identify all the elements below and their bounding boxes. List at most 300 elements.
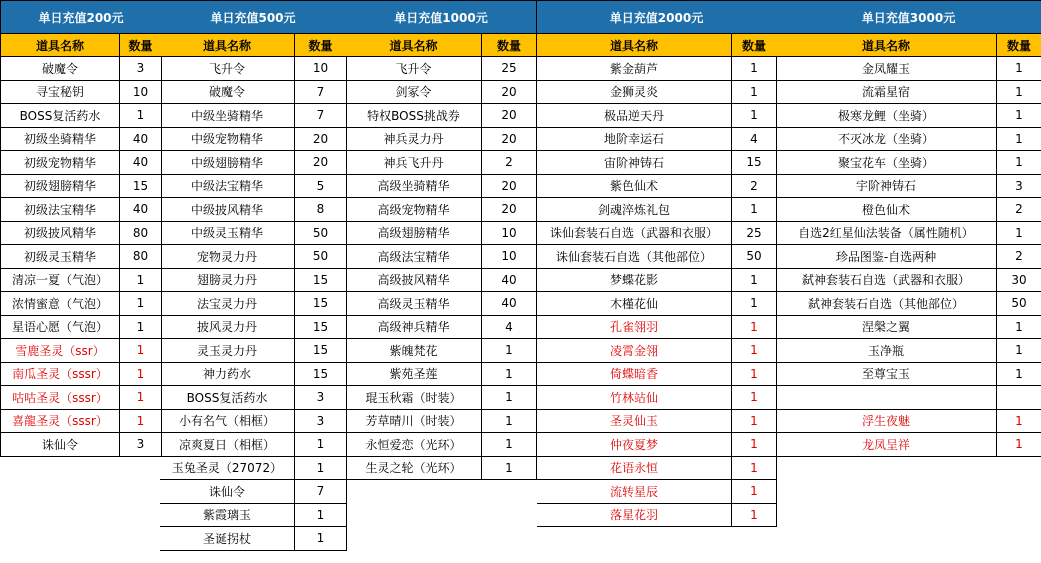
item-name: 地阶幸运石 <box>537 128 732 151</box>
item-name: 浓情蜜意（气泡） <box>1 292 120 315</box>
item-name: 飞升令 <box>160 57 295 80</box>
item-name: 高级披风精华 <box>346 269 482 292</box>
item-quantity: 1 <box>750 343 758 358</box>
item-name: 中级宠物精华 <box>160 128 295 151</box>
item-quantity: 15 <box>312 343 329 358</box>
item-name: 高级宠物精华 <box>346 198 482 221</box>
item-quantity: 1 <box>316 460 325 475</box>
item-name: 清凉一夏（气泡） <box>1 269 120 292</box>
table-row <box>160 245 346 269</box>
item-quantity: 1 <box>750 413 758 428</box>
table-row <box>160 269 346 293</box>
item-name: 圣灵仙玉 <box>537 410 732 433</box>
table-row <box>1 175 161 199</box>
table-row <box>1 128 161 152</box>
item-name: 宙阶神铸石 <box>537 151 732 174</box>
item-quantity: 1 <box>316 507 325 522</box>
item-name: 金狮灵炎 <box>537 81 732 104</box>
item-name: 玉净瓶 <box>776 339 997 362</box>
item-name: 神兵灵力丹 <box>346 128 482 151</box>
item-quantity: 40 <box>501 272 517 287</box>
item-name: 初级披风精华 <box>1 222 120 245</box>
item-name: 初级翅膀精华 <box>1 175 120 198</box>
item-name: 初级法宝精华 <box>1 198 120 221</box>
item-name: 初级坐骑精华 <box>1 128 120 151</box>
item-quantity: 10 <box>501 225 517 240</box>
item-name: 诛仙套装石自选（武器和衣服） <box>537 222 732 245</box>
item-quantity: 1 <box>505 437 513 452</box>
item-quantity: 1 <box>1015 84 1023 99</box>
table-row <box>346 457 536 481</box>
item-quantity: 30 <box>1011 272 1027 287</box>
column-header-row <box>346 34 536 57</box>
table-row <box>776 363 1041 387</box>
table-row <box>537 386 776 410</box>
table-row <box>776 104 1041 128</box>
item-quantity: 1 <box>750 296 758 311</box>
item-name: 中级披风精华 <box>160 198 295 221</box>
table-row <box>776 316 1041 340</box>
table-row <box>537 175 776 199</box>
item-quantity: 15 <box>132 178 149 193</box>
item-name: 玉兔圣灵（27072） <box>160 457 295 480</box>
item-name: 喜龍圣灵（sssr） <box>1 410 120 433</box>
quantity-header: 数量 <box>128 38 153 53</box>
table-row <box>537 57 776 81</box>
item-name: 破魔令 <box>160 81 295 104</box>
table-row <box>346 104 536 128</box>
table-row <box>346 269 536 293</box>
item-quantity: 2 <box>750 178 758 193</box>
item-quantity: 1 <box>505 366 513 381</box>
item-quantity: 1 <box>1015 319 1023 334</box>
item-quantity: 10 <box>312 61 329 76</box>
item-name: 高级坐骑精华 <box>346 175 482 198</box>
item-quantity: 1 <box>750 84 758 99</box>
item-quantity: 7 <box>316 84 325 99</box>
item-name: 初级灵玉精华 <box>1 245 120 268</box>
item-quantity: 1 <box>505 390 513 405</box>
table-row <box>1 410 161 434</box>
item-name: 至尊宝玉 <box>776 363 997 386</box>
item-quantity: 1 <box>316 531 325 546</box>
group-title: 单日充值500元 <box>160 0 346 34</box>
item-name: 灵玉灵力丹 <box>160 339 295 362</box>
item-name: 橙色仙术 <box>776 198 997 221</box>
table-row <box>1 81 161 105</box>
item-quantity: 4 <box>750 131 758 146</box>
item-name: 星语心愿（气泡） <box>1 316 120 339</box>
item-quantity: 15 <box>312 296 329 311</box>
item-quantity: 1 <box>750 484 758 499</box>
table-row <box>346 386 536 410</box>
item-quantity: 2 <box>1015 249 1023 264</box>
item-name: 仲夜夏梦 <box>537 433 732 456</box>
item-quantity: 5 <box>316 178 325 193</box>
table-row <box>1 363 161 387</box>
item-name: 宇阶神铸石 <box>776 175 997 198</box>
table-row <box>776 386 1041 410</box>
item-name: 法宝灵力丹 <box>160 292 295 315</box>
item-quantity: 1 <box>136 390 145 405</box>
item-quantity: 80 <box>132 249 149 264</box>
table-row <box>346 81 536 105</box>
item-quantity: 3 <box>136 61 145 76</box>
item-quantity: 7 <box>316 484 325 499</box>
item-quantity: 1 <box>136 272 145 287</box>
item-name: 流转星辰 <box>537 480 732 503</box>
item-quantity: 50 <box>312 249 329 264</box>
table-row <box>1 316 161 340</box>
item-quantity: 20 <box>312 131 329 146</box>
item-quantity: 1 <box>1015 61 1023 76</box>
table-row <box>537 504 776 528</box>
item-quantity: 20 <box>501 131 517 146</box>
column-header-row <box>537 34 776 57</box>
table-row <box>537 104 776 128</box>
table-row <box>160 339 346 363</box>
table-row <box>537 81 776 105</box>
table-row <box>1 151 161 175</box>
table-row <box>160 57 346 81</box>
group-title: 单日充值3000元 <box>776 0 1041 34</box>
table-row <box>537 222 776 246</box>
item-quantity: 20 <box>312 155 329 170</box>
item-name: 不灭冰龙（坐骑） <box>776 128 997 151</box>
table-row <box>1 269 161 293</box>
item-quantity: 1 <box>136 319 145 334</box>
table-row <box>160 480 346 504</box>
item-quantity: 3 <box>316 390 325 405</box>
table-row <box>1 198 161 222</box>
table-row <box>1 433 161 457</box>
table-row <box>1 57 161 81</box>
item-quantity: 1 <box>750 437 758 452</box>
table-row <box>160 222 346 246</box>
item-name: 竹林站仙 <box>537 386 732 409</box>
item-quantity: 1 <box>136 108 145 123</box>
item-quantity: 25 <box>746 225 762 240</box>
item-name: 涅槃之翼 <box>776 316 997 339</box>
table-row <box>346 198 536 222</box>
table-row <box>537 457 776 481</box>
item-quantity: 4 <box>505 319 513 334</box>
item-name: 初级宠物精华 <box>1 151 120 174</box>
item-name: 紫苑圣莲 <box>346 363 482 386</box>
item-name: 南瓜圣灵（sssr） <box>1 363 120 386</box>
table-row <box>776 339 1041 363</box>
item-name: 剑冢令 <box>346 81 482 104</box>
table-row <box>160 128 346 152</box>
table-row <box>160 175 346 199</box>
quantity-header: 数量 <box>496 38 521 53</box>
item-quantity: 2 <box>505 155 513 170</box>
table-row <box>1 245 161 269</box>
item-name: 永恒爱恋（光环） <box>346 433 482 456</box>
item-quantity: 1 <box>1015 131 1023 146</box>
item-quantity: 1 <box>136 343 145 358</box>
table-row <box>537 245 776 269</box>
item-name-header: 道具名称 <box>776 34 997 56</box>
table-row <box>160 198 346 222</box>
table-row <box>776 175 1041 199</box>
table-row <box>776 245 1041 269</box>
item-quantity: 50 <box>1011 296 1027 311</box>
table-row <box>776 292 1041 316</box>
table-row <box>776 198 1041 222</box>
item-name: 高级法宝精华 <box>346 245 482 268</box>
item-name: 小有名气（相框） <box>160 410 295 433</box>
table-row <box>537 410 776 434</box>
item-name: 凌霄金翎 <box>537 339 732 362</box>
item-name: 浮生夜魅 <box>776 410 997 433</box>
column-header-row <box>1 34 161 57</box>
item-name: BOSS复活药水 <box>160 386 295 409</box>
table-row <box>160 433 346 457</box>
table-row <box>346 433 536 457</box>
item-name: 生灵之轮（光环） <box>346 457 482 480</box>
table-row <box>346 57 536 81</box>
item-name: 紫霞璃玉 <box>160 504 295 527</box>
item-name: 圣诞拐杖 <box>160 527 295 550</box>
table-row <box>346 128 536 152</box>
table-row <box>776 151 1041 175</box>
item-name: 中级翅膀精华 <box>160 151 295 174</box>
item-name: 高级神兵精华 <box>346 316 482 339</box>
table-row <box>1 292 161 316</box>
table-row <box>160 504 346 528</box>
item-name: 宠物灵力丹 <box>160 245 295 268</box>
item-name: 诛仙令 <box>160 480 295 503</box>
item-quantity: 40 <box>132 131 149 146</box>
item-name: 倚蝶暗香 <box>537 363 732 386</box>
item-quantity: 3 <box>1015 178 1023 193</box>
item-quantity: 1 <box>750 460 758 475</box>
item-quantity: 1 <box>1015 413 1023 428</box>
table-row <box>346 316 536 340</box>
item-quantity <box>997 386 1041 409</box>
item-name-header: 道具名称 <box>160 34 295 56</box>
item-name: 木槿花仙 <box>537 292 732 315</box>
item-quantity: 1 <box>136 413 145 428</box>
item-name: 高级灵玉精华 <box>346 292 482 315</box>
column-header-row <box>160 34 346 57</box>
table-row <box>537 151 776 175</box>
item-name: 流霜星宿 <box>776 81 997 104</box>
item-name: 紫魄梵花 <box>346 339 482 362</box>
item-name: 咕咕圣灵（sssr） <box>1 386 120 409</box>
table-row <box>537 339 776 363</box>
item-name: 金凤耀玉 <box>776 57 997 80</box>
item-name: 琨玉秋霜（时装） <box>346 386 482 409</box>
item-quantity: 1 <box>750 319 758 334</box>
table-row <box>537 316 776 340</box>
table-row <box>776 433 1041 457</box>
item-quantity: 2 <box>1015 202 1023 217</box>
quantity-header: 数量 <box>1006 38 1031 53</box>
item-name: 剑魂淬炼礼包 <box>537 198 732 221</box>
item-name: 雪鹿圣灵（ssr） <box>1 339 120 362</box>
item-name-header: 道具名称 <box>346 34 482 56</box>
reward-group-2 <box>160 0 347 551</box>
table-row <box>776 57 1041 81</box>
item-name: 披风灵力丹 <box>160 316 295 339</box>
table-row <box>776 410 1041 434</box>
item-quantity: 1 <box>750 272 758 287</box>
table-row <box>160 104 346 128</box>
item-quantity: 1 <box>505 460 513 475</box>
item-quantity: 15 <box>312 319 329 334</box>
item-name: 自选2红星仙法装备（属性随机） <box>776 222 997 245</box>
item-quantity: 1 <box>1015 366 1023 381</box>
item-name: 梦蝶花影 <box>537 269 732 292</box>
group-title: 单日充值200元 <box>1 0 161 34</box>
item-quantity: 1 <box>136 366 145 381</box>
item-quantity: 20 <box>501 108 517 123</box>
item-name: 紫金葫芦 <box>537 57 732 80</box>
table-row <box>346 363 536 387</box>
reward-group-5 <box>776 0 1041 457</box>
item-quantity: 20 <box>501 84 517 99</box>
item-quantity: 20 <box>501 178 517 193</box>
item-name: 破魔令 <box>1 57 120 80</box>
item-quantity: 8 <box>316 202 325 217</box>
item-name: BOSS复活药水 <box>1 104 120 127</box>
item-quantity: 25 <box>501 61 517 76</box>
item-quantity: 1 <box>750 61 758 76</box>
item-name <box>776 386 997 409</box>
table-row <box>1 104 161 128</box>
item-quantity: 10 <box>132 84 149 99</box>
table-row <box>160 527 346 551</box>
item-quantity: 1 <box>750 108 758 123</box>
item-quantity: 1 <box>1015 155 1023 170</box>
item-quantity: 1 <box>750 507 758 522</box>
item-name-header: 道具名称 <box>1 34 120 56</box>
item-quantity: 1 <box>316 437 325 452</box>
reward-group-4 <box>537 0 777 527</box>
item-name: 紫色仙术 <box>537 175 732 198</box>
table-row <box>1 339 161 363</box>
item-quantity: 1 <box>505 343 513 358</box>
table-row <box>1 386 161 410</box>
item-name: 珍品图鉴-自选两种 <box>776 245 997 268</box>
item-quantity: 40 <box>501 296 517 311</box>
item-name: 极品逆天丹 <box>537 104 732 127</box>
table-row <box>346 339 536 363</box>
item-quantity: 1 <box>1015 343 1023 358</box>
table-row <box>160 292 346 316</box>
item-quantity: 50 <box>746 249 762 264</box>
item-name: 高级翅膀精华 <box>346 222 482 245</box>
item-name: 神兵飞升丹 <box>346 151 482 174</box>
item-quantity: 15 <box>746 155 762 170</box>
item-quantity: 15 <box>312 366 329 381</box>
table-row <box>1 222 161 246</box>
table-row <box>160 457 346 481</box>
item-name: 中级坐骑精华 <box>160 104 295 127</box>
table-row <box>346 410 536 434</box>
table-row <box>160 410 346 434</box>
quantity-header: 数量 <box>741 38 766 53</box>
column-header-row <box>776 34 1041 57</box>
item-name: 诛仙令 <box>1 433 120 456</box>
item-name: 特权BOSS挑战券 <box>346 104 482 127</box>
item-quantity: 80 <box>132 225 149 240</box>
item-quantity: 1 <box>136 296 145 311</box>
group-title: 单日充值1000元 <box>346 0 536 34</box>
table-row <box>537 433 776 457</box>
item-quantity: 7 <box>316 108 325 123</box>
item-quantity: 50 <box>312 225 329 240</box>
table-row <box>537 363 776 387</box>
item-name: 弑神套装石自选（其他部位） <box>776 292 997 315</box>
table-row <box>346 292 536 316</box>
item-quantity: 1 <box>505 413 513 428</box>
quantity-header: 数量 <box>308 38 333 53</box>
item-name: 落星花羽 <box>537 504 732 527</box>
item-name: 弑神套装石自选（武器和衣服） <box>776 269 997 292</box>
item-name-header: 道具名称 <box>537 34 732 56</box>
item-quantity: 1 <box>750 366 758 381</box>
item-quantity: 1 <box>1015 108 1023 123</box>
item-name: 翅膀灵力丹 <box>160 269 295 292</box>
item-quantity: 10 <box>501 249 517 264</box>
item-name: 中级灵玉精华 <box>160 222 295 245</box>
item-quantity: 20 <box>501 202 517 217</box>
item-quantity: 3 <box>136 437 145 452</box>
item-quantity: 1 <box>750 202 758 217</box>
table-row <box>160 316 346 340</box>
item-quantity: 3 <box>316 413 325 428</box>
table-row <box>537 292 776 316</box>
table-row <box>537 269 776 293</box>
reward-group-3 <box>346 0 537 480</box>
item-name: 极寒龙鲤（坐骑） <box>776 104 997 127</box>
item-quantity: 1 <box>750 390 758 405</box>
item-quantity: 40 <box>132 155 149 170</box>
item-name: 神力药水 <box>160 363 295 386</box>
table-row <box>776 269 1041 293</box>
item-name: 聚宝花车（坐骑） <box>776 151 997 174</box>
table-row <box>160 363 346 387</box>
table-row <box>537 480 776 504</box>
item-name: 孔雀翎羽 <box>537 316 732 339</box>
table-row <box>776 128 1041 152</box>
item-name: 龙凤呈祥 <box>776 433 997 456</box>
item-name: 花语永恒 <box>537 457 732 480</box>
table-row <box>160 386 346 410</box>
item-quantity: 15 <box>312 272 329 287</box>
table-row <box>776 81 1041 105</box>
table-row <box>346 222 536 246</box>
item-quantity: 40 <box>132 202 149 217</box>
item-name: 诛仙套装石自选（其他部位） <box>537 245 732 268</box>
table-row <box>537 198 776 222</box>
table-row <box>346 245 536 269</box>
item-name: 中级法宝精华 <box>160 175 295 198</box>
item-quantity: 1 <box>1015 437 1023 452</box>
group-title: 单日充值2000元 <box>537 0 776 34</box>
table-row <box>346 175 536 199</box>
reward-group-1 <box>0 0 162 457</box>
item-name: 凉爽夏日（相框） <box>160 433 295 456</box>
table-row <box>160 151 346 175</box>
table-row <box>776 222 1041 246</box>
table-row <box>537 128 776 152</box>
item-name: 寻宝秘钥 <box>1 81 120 104</box>
item-name: 芳草晴川（时装） <box>346 410 482 433</box>
